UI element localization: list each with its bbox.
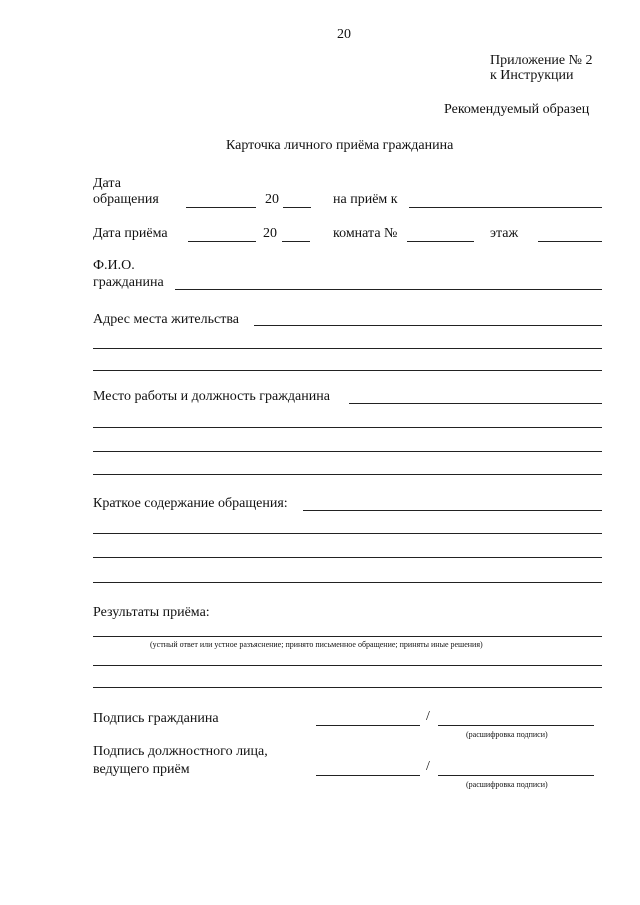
summary-field-line-2[interactable]: [93, 533, 602, 534]
citizen-signature-separator: /: [426, 709, 430, 724]
request-date-year-field[interactable]: [283, 207, 311, 208]
citizen-signature-label: Подпись гражданина: [93, 711, 219, 726]
workplace-field-line-2[interactable]: [93, 427, 602, 428]
workplace-field-line-1[interactable]: [349, 403, 602, 404]
citizen-signature-decode-field[interactable]: [438, 725, 594, 726]
appointment-to-field[interactable]: [409, 207, 602, 208]
appointment-to-label: на приём к: [333, 192, 398, 207]
appendix-line-1: Приложение № 2: [490, 53, 593, 68]
summary-field-line-3[interactable]: [93, 557, 602, 558]
room-field[interactable]: [407, 241, 474, 242]
reception-date-year-prefix: 20: [263, 226, 277, 241]
citizen-signature-field[interactable]: [316, 725, 420, 726]
fio-label-1: Ф.И.О.: [93, 258, 135, 273]
official-signature-separator: /: [426, 759, 430, 774]
fio-field[interactable]: [175, 289, 602, 290]
official-signature-field[interactable]: [316, 775, 420, 776]
results-label: Результаты приёма:: [93, 605, 210, 620]
address-label: Адрес места жительства: [93, 312, 239, 327]
results-field-line-1[interactable]: [93, 636, 602, 637]
form-title: Карточка личного приёма гражданина: [226, 138, 454, 153]
reception-date-year-field[interactable]: [282, 241, 310, 242]
sample-note: Рекомендуемый образец: [444, 102, 590, 117]
floor-field[interactable]: [538, 241, 602, 242]
results-field-line-3[interactable]: [93, 687, 602, 688]
address-field-line-1[interactable]: [254, 325, 602, 326]
request-date-label-2: обращения: [93, 192, 159, 207]
request-date-day-month-field[interactable]: [186, 207, 256, 208]
floor-label: этаж: [490, 226, 519, 241]
reception-date-label: Дата приёма: [93, 226, 168, 241]
address-field-line-3[interactable]: [93, 370, 602, 371]
workplace-field-line-3[interactable]: [93, 451, 602, 452]
address-field-line-2[interactable]: [93, 348, 602, 349]
workplace-field-line-4[interactable]: [93, 474, 602, 475]
results-field-line-2[interactable]: [93, 665, 602, 666]
workplace-label: Место работы и должность гражданина: [93, 389, 330, 404]
official-decode-hint: (расшифровка подписи): [466, 780, 548, 789]
page-number: 20: [337, 27, 351, 42]
summary-field-line-4[interactable]: [93, 582, 602, 583]
reception-date-day-month-field[interactable]: [188, 241, 256, 242]
summary-field-line-1[interactable]: [303, 510, 602, 511]
summary-label: Краткое содержание обращения:: [93, 496, 288, 511]
citizen-decode-hint: (расшифровка подписи): [466, 730, 548, 739]
fio-label-2: гражданина: [93, 275, 164, 290]
results-hint: (устный ответ или устное разъяснение; принято письменное обращение; приняты иные решения): [150, 640, 483, 649]
official-signature-decode-field[interactable]: [438, 775, 594, 776]
official-signature-label-1: Подпись должностного лица,: [93, 744, 268, 759]
request-date-year-prefix: 20: [265, 192, 279, 207]
official-signature-label-2: ведущего приём: [93, 762, 190, 777]
room-label: комната №: [333, 226, 398, 241]
appendix-line-2: к Инструкции: [490, 68, 574, 83]
request-date-label-1: Дата: [93, 176, 121, 191]
